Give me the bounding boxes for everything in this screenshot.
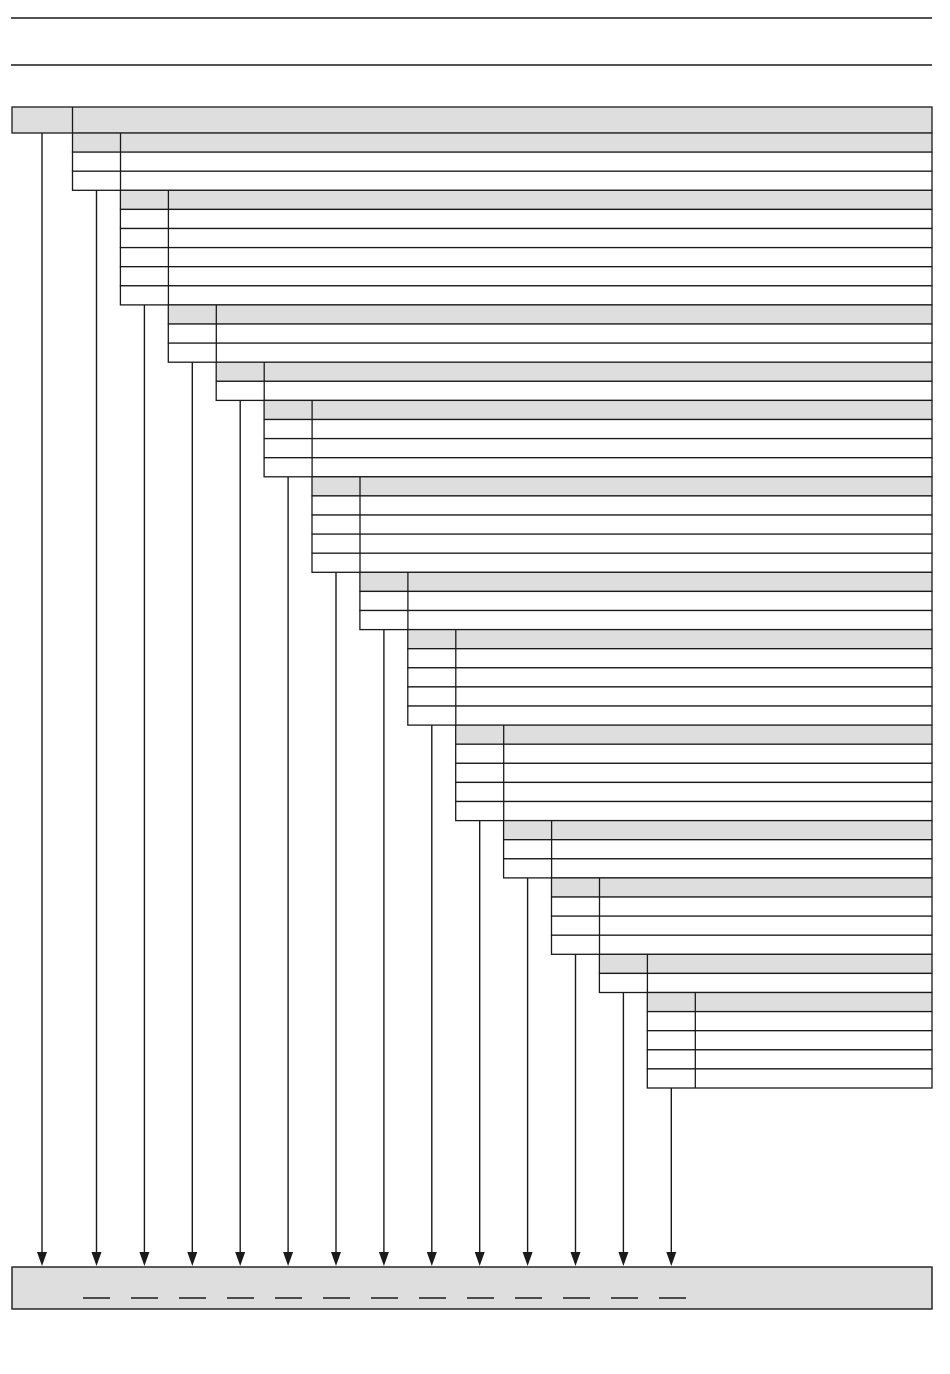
group-header-row — [120, 190, 932, 209]
option-row — [647, 1031, 932, 1050]
result-box — [12, 1267, 932, 1309]
option-row — [312, 496, 932, 515]
group-header-row — [312, 477, 932, 496]
option-row — [120, 286, 932, 305]
group-header-row — [647, 993, 932, 1012]
group-header-row — [599, 954, 932, 973]
option-row — [647, 1050, 932, 1069]
arrow-head — [139, 1252, 149, 1266]
arrow-head — [523, 1252, 533, 1266]
group-header-row — [456, 725, 932, 744]
option-row — [456, 802, 932, 821]
option-row — [408, 687, 932, 706]
option-row — [408, 706, 932, 725]
group-header-row — [408, 630, 932, 649]
option-group — [312, 477, 932, 573]
option-row — [168, 343, 932, 362]
option-row — [552, 916, 933, 935]
option-row — [456, 782, 932, 801]
option-row — [647, 1012, 932, 1031]
option-row — [504, 840, 932, 859]
option-row — [264, 458, 932, 477]
arrow-head — [331, 1252, 341, 1266]
option-row — [312, 515, 932, 534]
option-row — [647, 1069, 932, 1088]
option-row — [73, 171, 933, 190]
option-row — [504, 859, 932, 878]
option-row — [168, 324, 932, 343]
option-row — [456, 763, 932, 782]
arrow-head — [187, 1252, 197, 1266]
arrow-head — [92, 1252, 102, 1266]
arrow-head — [379, 1252, 389, 1266]
option-row — [360, 591, 932, 610]
option-row — [360, 611, 932, 630]
option-row — [552, 935, 933, 954]
option-row — [120, 248, 932, 267]
arrow-head — [283, 1252, 293, 1266]
arrow-head — [618, 1252, 628, 1266]
option-row — [599, 973, 932, 992]
option-row — [408, 668, 932, 687]
group-header-row — [504, 821, 932, 840]
option-group — [599, 954, 932, 992]
option-row — [264, 420, 932, 439]
option-row — [120, 209, 932, 228]
option-row — [312, 553, 932, 572]
option-row — [120, 229, 932, 248]
option-row — [264, 439, 932, 458]
option-group — [216, 362, 932, 400]
option-group — [264, 400, 932, 476]
option-row — [120, 267, 932, 286]
result-code-box — [12, 1267, 932, 1309]
group-header-row — [360, 572, 932, 591]
group-header-row — [264, 400, 932, 419]
option-group — [647, 993, 932, 1089]
group-header-row — [168, 305, 932, 324]
option-group — [456, 725, 932, 821]
option-row — [552, 897, 933, 916]
option-group — [73, 133, 933, 190]
option-row — [456, 744, 932, 763]
arrow-head — [235, 1252, 245, 1266]
option-tables — [12, 107, 932, 1088]
arrow-head — [666, 1252, 676, 1266]
option-group — [168, 305, 932, 362]
arrow-head — [427, 1252, 437, 1266]
option-group — [504, 821, 932, 878]
arrow-head — [475, 1252, 485, 1266]
option-row — [216, 381, 932, 400]
group-header-row — [73, 133, 933, 152]
top-header-row — [12, 107, 932, 133]
option-row — [408, 649, 932, 668]
option-group — [408, 630, 932, 726]
arrow-head — [37, 1252, 47, 1266]
option-row — [73, 152, 933, 171]
group-header-row — [552, 878, 933, 897]
arrow-head — [571, 1252, 581, 1266]
option-group — [360, 572, 932, 629]
option-group — [552, 878, 933, 954]
group-header-row — [216, 362, 932, 381]
option-row — [312, 534, 932, 553]
option-group — [120, 190, 932, 305]
